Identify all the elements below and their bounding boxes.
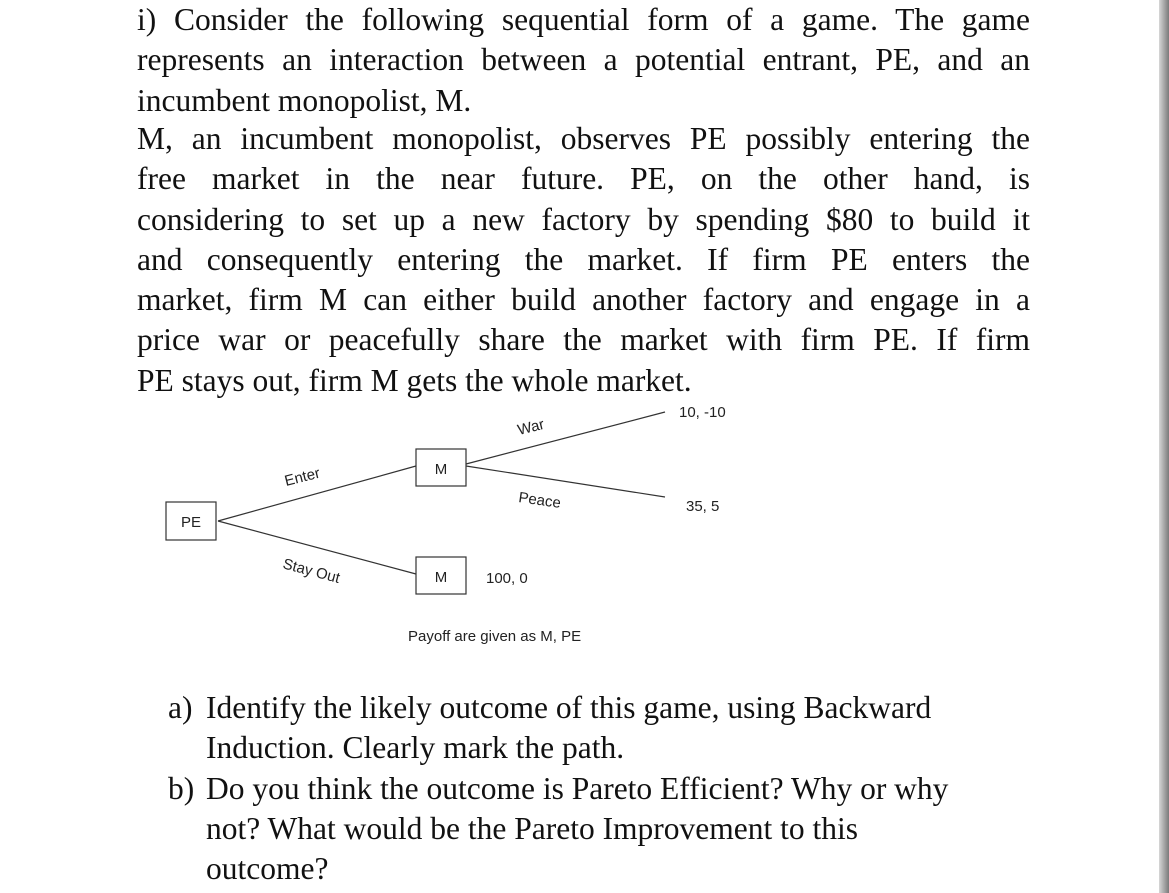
question-list	[168, 688, 1048, 889]
peace-branch-label: Peace	[517, 489, 562, 512]
question-item-a	[168, 688, 1048, 769]
description-line: price war or peacefully share the market with firm PE. If firm	[137, 322, 1030, 358]
upper-m-node-label: M	[434, 461, 448, 478]
question-text-line: Identify the likely outcome of this game, using Backward	[206, 690, 932, 725]
question-item-b	[168, 769, 1048, 890]
war-payoff: 10, -10	[679, 404, 726, 421]
question-text-line: not? What would be the Pareto Improvement to this	[206, 810, 859, 846]
peace-branch-line	[466, 466, 665, 497]
payoff-caption: Payoff are given as M, PE	[408, 628, 582, 645]
intro-line: represents an interaction between a potential entrant, PE, and an	[137, 42, 1030, 78]
description-line: market, firm M can either build another factory and engage in a	[137, 282, 1030, 318]
game-tree-diagram	[160, 398, 760, 650]
stay-out-branch-label: Stay Out	[280, 555, 342, 587]
question-text-line: Induction. Clearly mark the path.	[206, 730, 625, 766]
stay-out-payoff: 100, 0	[486, 570, 528, 587]
war-branch-label: War	[515, 415, 547, 439]
description-line: considering to set up a new factory by spending $80 to build it	[137, 201, 1030, 237]
description-line: PE stays out, firm M gets the whole market.	[137, 362, 692, 398]
war-branch-line	[466, 412, 665, 464]
root-node-label: PE	[180, 514, 202, 531]
intro-paragraph	[137, 0, 1030, 121]
lower-m-node-label: M	[434, 569, 448, 586]
question-marker: b)	[168, 770, 195, 806]
intro-line: incumbent monopolist, M.	[137, 82, 472, 118]
intro-line: i) Consider the following sequential form of a game. The game	[137, 2, 1030, 37]
description-paragraph	[137, 119, 1030, 401]
enter-branch-label: Enter	[282, 464, 322, 490]
page-edge-shadow	[1159, 0, 1169, 893]
description-line: free market in the near future. PE, on the other hand, is	[137, 161, 1030, 197]
peace-payoff: 35, 5	[686, 498, 720, 515]
description-line: and consequently entering the market. If firm PE enters the	[137, 241, 1030, 277]
description-line: M, an incumbent monopolist, observes PE possibly entering the	[137, 121, 1030, 156]
question-marker: a)	[168, 690, 193, 725]
question-text-line: outcome?	[206, 851, 329, 887]
question-text-line: Do you think the outcome is Pareto Efficient? Why or why	[206, 770, 949, 806]
